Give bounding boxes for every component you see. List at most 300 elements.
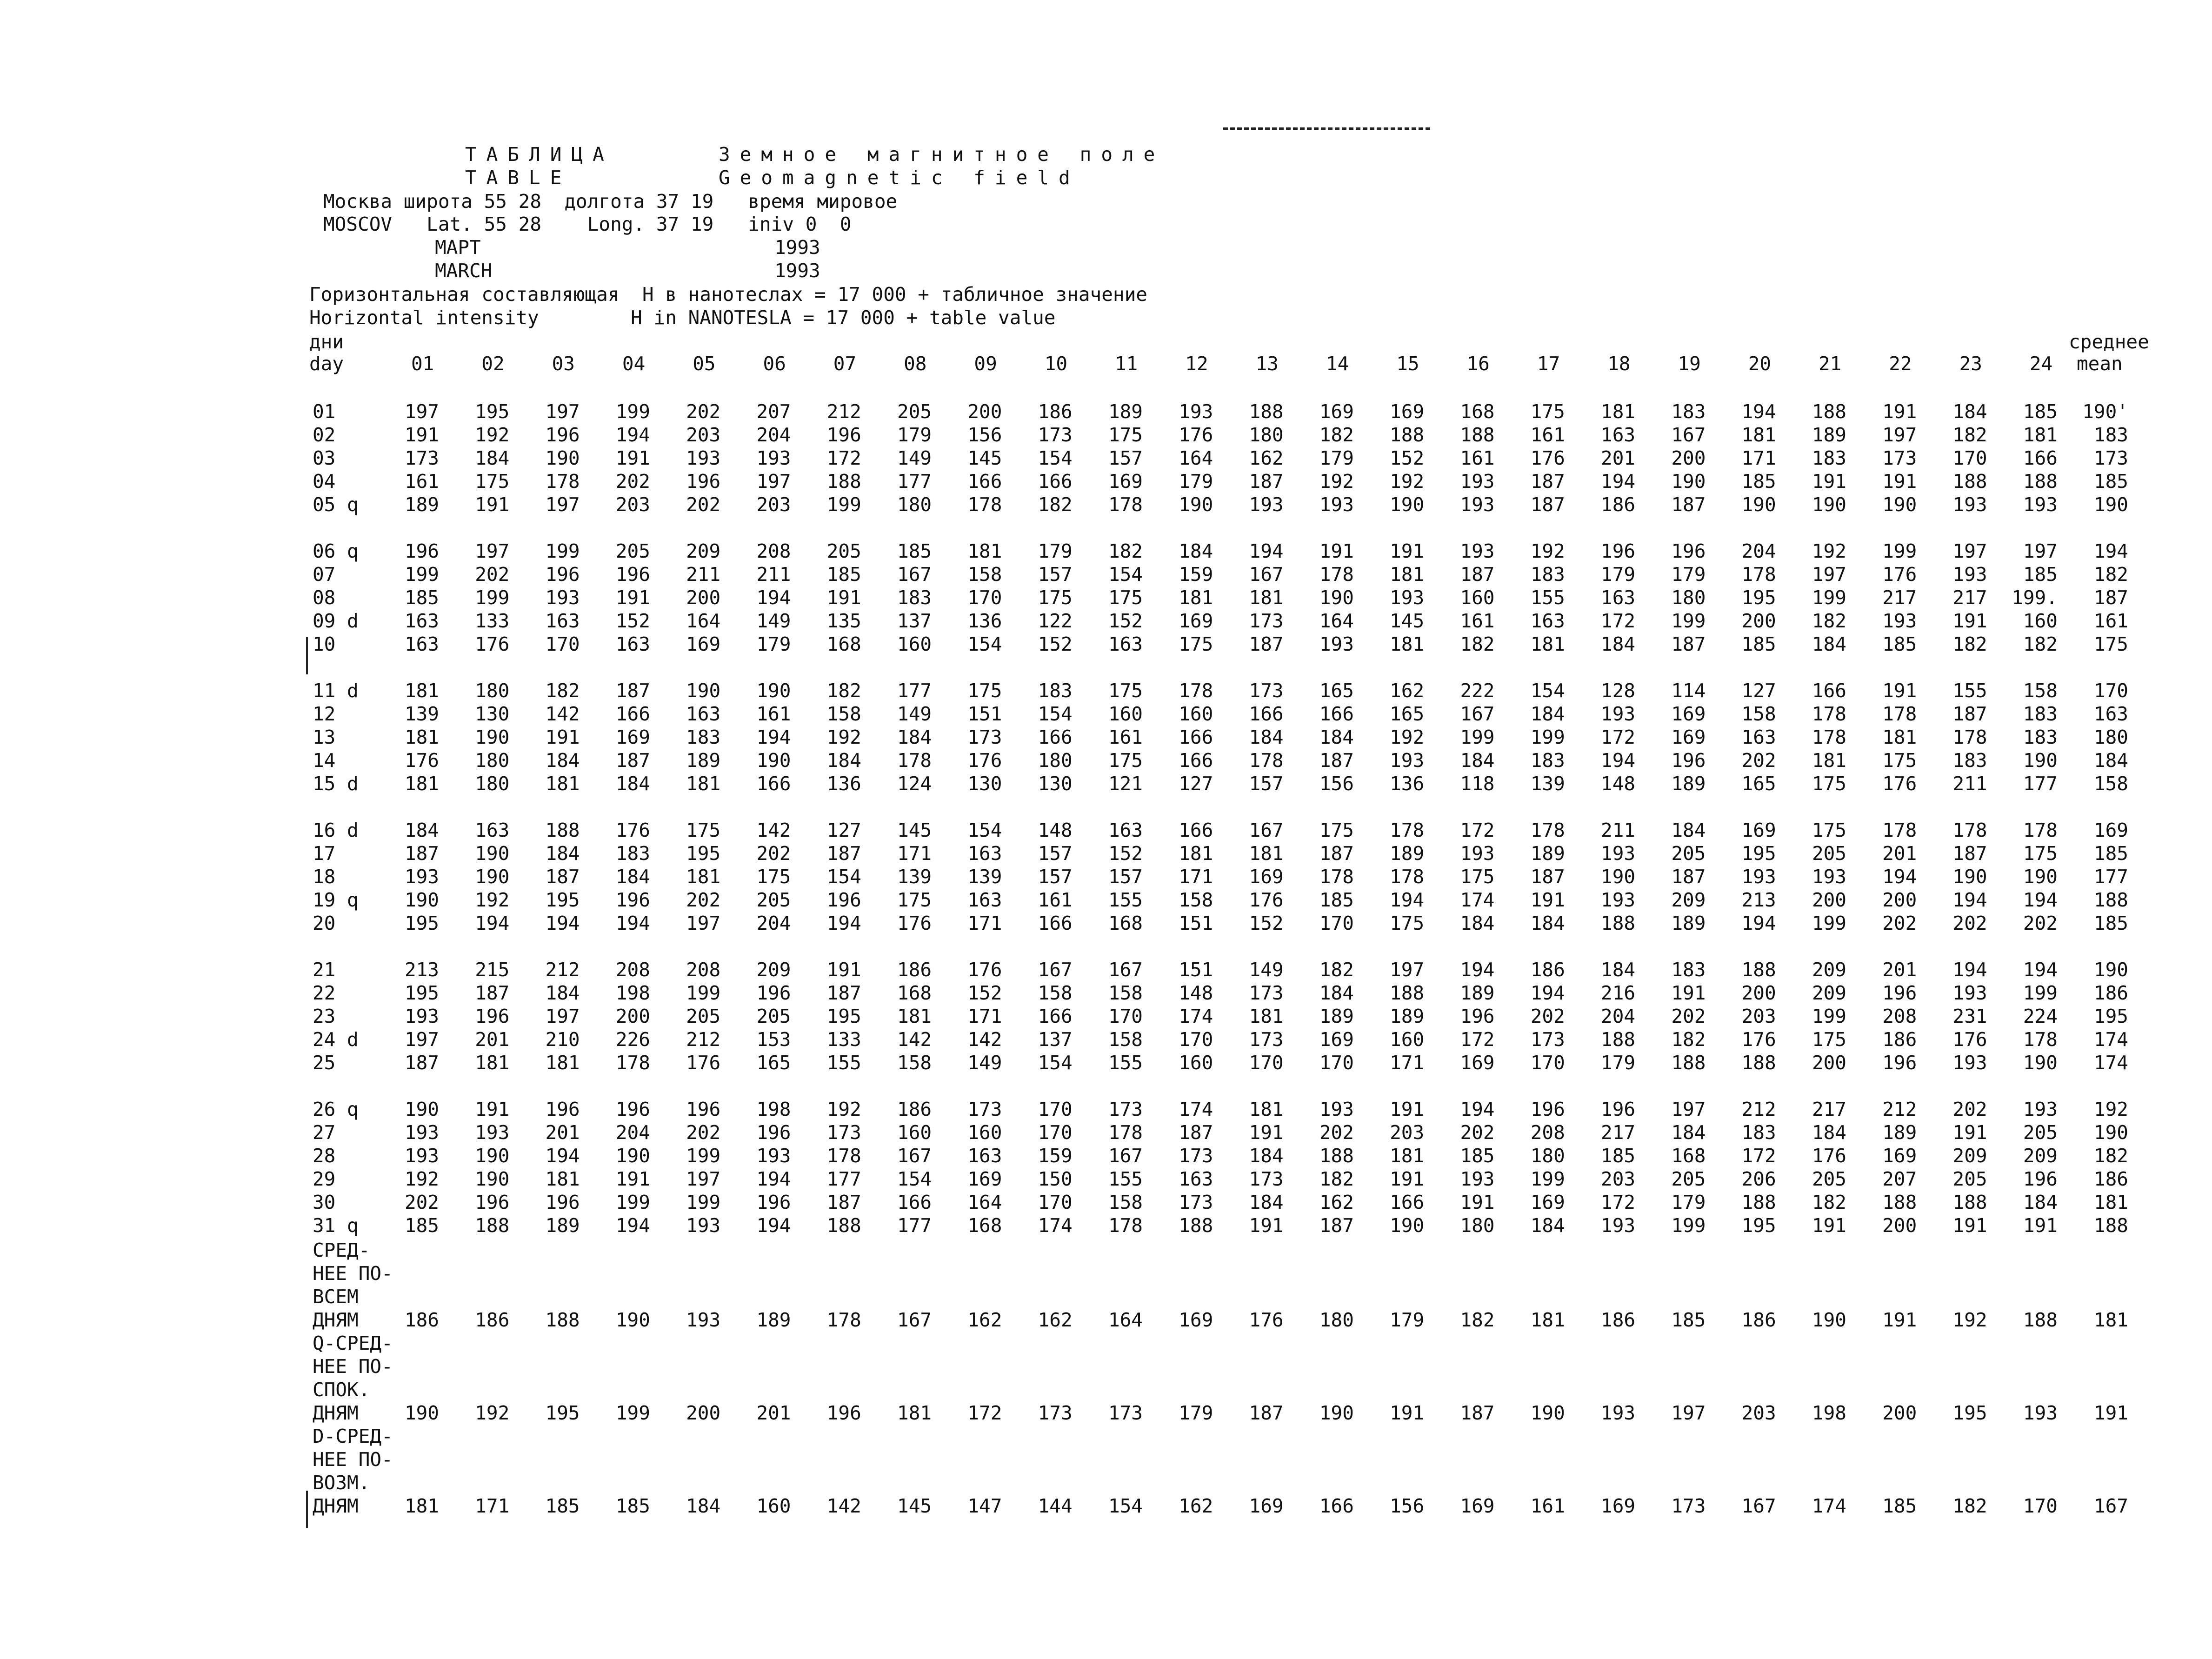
- table-cell: 175: [475, 470, 510, 493]
- table-cell: 166: [2023, 447, 2058, 469]
- table-cell: 178: [1249, 749, 1284, 772]
- table-cell: 187: [1671, 633, 1706, 655]
- table-cell: 165: [1390, 703, 1425, 725]
- table-cell: 194: [615, 424, 650, 446]
- table-cell: 208: [756, 540, 791, 562]
- table-cell: 211: [756, 563, 791, 586]
- table-cell: 199: [1812, 912, 1846, 934]
- daily-mean-cell: 190: [2093, 1121, 2128, 1144]
- summary-cell: 200: [1882, 1402, 1917, 1424]
- table-cell: 194: [1601, 749, 1636, 772]
- table-cell: 193: [1319, 1098, 1354, 1120]
- month-en: MARCH: [435, 260, 493, 282]
- table-cell: 170: [1038, 1191, 1073, 1213]
- table-cell: 195: [1741, 586, 1776, 609]
- table-cell: 196: [1882, 982, 1917, 1004]
- table-cell: 200: [1882, 1214, 1917, 1237]
- table-cell: 192: [1530, 540, 1565, 562]
- table-cell: 193: [2023, 1098, 2058, 1120]
- summary-cell: 156: [1390, 1495, 1425, 1517]
- hour-column-header: 06: [763, 353, 786, 375]
- table-cell: 189: [545, 1214, 580, 1237]
- summary-cell: 187: [1460, 1402, 1495, 1424]
- summary-label-line: СРЕД-: [313, 1239, 370, 1261]
- table-cell: 202: [615, 470, 650, 493]
- table-cell: 197: [404, 400, 439, 423]
- table-cell: 176: [615, 819, 650, 841]
- table-cell: 169: [1530, 1191, 1565, 1213]
- table-cell: 194: [615, 912, 650, 934]
- table-cell: 152: [1108, 610, 1143, 632]
- table-cell: 180: [475, 680, 510, 702]
- daily-mean-cell: 192: [2093, 1098, 2128, 1120]
- table-cell: 170: [1038, 1121, 1073, 1144]
- table-cell: 154: [1038, 447, 1073, 469]
- table-cell: 205: [897, 400, 932, 423]
- table-cell: 175: [1530, 400, 1565, 423]
- table-cell: 177: [897, 1214, 932, 1237]
- table-cell: 191: [475, 493, 510, 516]
- table-cell: 181: [545, 1168, 580, 1190]
- table-cell: 181: [1249, 1098, 1284, 1120]
- table-cell: 172: [1601, 610, 1636, 632]
- table-cell: 149: [897, 703, 932, 725]
- table-cell: 122: [1038, 610, 1073, 632]
- table-cell: 187: [545, 866, 580, 888]
- daily-mean-cell: 161: [2093, 610, 2128, 632]
- day-label: 22: [313, 982, 336, 1004]
- table-cell: 198: [756, 1098, 791, 1120]
- table-cell: 181: [1741, 424, 1776, 446]
- table-cell: 176: [1882, 563, 1917, 586]
- table-cell: 197: [545, 493, 580, 516]
- table-cell: 174: [1179, 1098, 1213, 1120]
- table-cell: 178: [1108, 493, 1143, 516]
- summary-cell: 169: [1179, 1309, 1213, 1331]
- table-cell: 213: [404, 959, 439, 981]
- summary-cell: 173: [1108, 1402, 1143, 1424]
- table-cell: 175: [1812, 1028, 1846, 1051]
- table-cell: 183: [897, 586, 932, 609]
- table-cell: 180: [1530, 1145, 1565, 1167]
- table-cell: 167: [897, 563, 932, 586]
- table-cell: 169: [1882, 1145, 1917, 1167]
- table-cell: 150: [1038, 1168, 1073, 1190]
- table-cell: 184: [1671, 819, 1706, 841]
- table-cell: 191: [1249, 1214, 1284, 1237]
- table-cell: 165: [756, 1052, 791, 1074]
- table-cell: 166: [1179, 749, 1213, 772]
- table-cell: 193: [686, 1214, 721, 1237]
- table-cell: 179: [756, 633, 791, 655]
- table-cell: 184: [615, 866, 650, 888]
- table-cell: 158: [967, 563, 1002, 586]
- table-cell: 188: [1460, 424, 1495, 446]
- table-cell: 182: [1952, 424, 1987, 446]
- table-cell: 183: [1671, 400, 1706, 423]
- summary-label-line: ДНЯМ: [313, 1402, 359, 1424]
- table-cell: 197: [1390, 959, 1425, 981]
- day-column-label-en: day: [309, 353, 344, 375]
- hour-column-header: 21: [1819, 353, 1842, 375]
- table-cell: 118: [1460, 773, 1495, 795]
- table-cell: 192: [1319, 470, 1354, 493]
- table-cell: 196: [756, 982, 791, 1004]
- table-cell: 136: [967, 610, 1002, 632]
- table-cell: 163: [967, 842, 1002, 865]
- table-cell: 191: [826, 586, 861, 609]
- daily-mean-cell: 185: [2093, 842, 2128, 865]
- table-cell: 180: [475, 773, 510, 795]
- table-cell: 171: [1741, 447, 1776, 469]
- table-cell: 178: [1882, 703, 1917, 725]
- table-cell: 159: [1038, 1145, 1073, 1167]
- table-cell: 194: [756, 726, 791, 748]
- table-cell: 173: [967, 1098, 1002, 1120]
- summary-cell: 198: [1812, 1402, 1846, 1424]
- day-label: 08: [313, 586, 336, 609]
- table-cell: 190: [404, 1098, 439, 1120]
- table-cell: 213: [1741, 889, 1776, 911]
- summary-cell: 185: [1671, 1309, 1706, 1331]
- table-cell: 181: [1530, 633, 1565, 655]
- table-cell: 207: [1882, 1168, 1917, 1190]
- table-cell: 197: [475, 540, 510, 562]
- table-cell: 152: [1108, 842, 1143, 865]
- summary-cell: 190: [404, 1402, 439, 1424]
- table-cell: 196: [615, 563, 650, 586]
- table-cell: 154: [967, 819, 1002, 841]
- summary-cell: 179: [1179, 1402, 1213, 1424]
- table-cell: 199: [686, 1145, 721, 1167]
- table-cell: 142: [967, 1028, 1002, 1051]
- table-cell: 193: [1390, 749, 1425, 772]
- table-cell: 212: [1882, 1098, 1917, 1120]
- table-cell: 160: [2023, 610, 2058, 632]
- table-cell: 181: [1601, 400, 1636, 423]
- table-cell: 199: [1460, 726, 1495, 748]
- table-cell: 199: [2023, 982, 2058, 1004]
- table-cell: 191: [1390, 540, 1425, 562]
- table-cell: 180: [475, 749, 510, 772]
- hour-column-header: 13: [1255, 353, 1279, 375]
- table-cell: 168: [1671, 1145, 1706, 1167]
- table-cell: 188: [826, 1214, 861, 1237]
- table-cell: 139: [897, 866, 932, 888]
- table-cell: 162: [1319, 1191, 1354, 1213]
- hour-column-header: 01: [411, 353, 434, 375]
- summary-cell: 164: [1108, 1309, 1143, 1331]
- table-cell: 190: [1671, 470, 1706, 493]
- day-label: 17: [313, 842, 336, 865]
- table-cell: 196: [1460, 1005, 1495, 1027]
- table-cell: 191: [1952, 1121, 1987, 1144]
- day-label: 05 q: [313, 493, 359, 516]
- table-cell: 163: [1179, 1168, 1213, 1190]
- table-cell: 193: [1882, 610, 1917, 632]
- summary-cell: 169: [1249, 1495, 1284, 1517]
- table-cell: 193: [1741, 866, 1776, 888]
- table-cell: 193: [1460, 540, 1495, 562]
- table-cell: 195: [475, 400, 510, 423]
- table-cell: 189: [404, 493, 439, 516]
- table-cell: 185: [1319, 889, 1354, 911]
- day-label: 25: [313, 1052, 336, 1074]
- table-cell: 176: [967, 959, 1002, 981]
- table-cell: 155: [1108, 1052, 1143, 1074]
- table-cell: 193: [545, 586, 580, 609]
- table-cell: 173: [1038, 424, 1073, 446]
- table-cell: 178: [897, 749, 932, 772]
- table-cell: 205: [1671, 842, 1706, 865]
- table-cell: 187: [1460, 563, 1495, 586]
- table-cell: 176: [967, 749, 1002, 772]
- table-cell: 171: [1179, 866, 1213, 888]
- table-cell: 183: [2023, 726, 2058, 748]
- table-cell: 202: [686, 493, 721, 516]
- table-cell: 178: [1812, 726, 1846, 748]
- summary-cell: 192: [475, 1402, 510, 1424]
- table-cell: 183: [2023, 703, 2058, 725]
- table-cell: 190: [1390, 493, 1425, 516]
- table-cell: 196: [475, 1005, 510, 1027]
- table-cell: 196: [826, 889, 861, 911]
- table-cell: 200: [615, 1005, 650, 1027]
- table-cell: 190: [2023, 1052, 2058, 1074]
- table-cell: 170: [967, 586, 1002, 609]
- table-cell: 193: [1460, 1168, 1495, 1190]
- table-cell: 158: [2023, 680, 2058, 702]
- table-cell: 202: [404, 1191, 439, 1213]
- table-cell: 187: [1319, 749, 1354, 772]
- table-cell: 201: [545, 1121, 580, 1144]
- table-cell: 181: [545, 1052, 580, 1074]
- table-cell: 178: [1179, 680, 1213, 702]
- table-cell: 175: [1108, 586, 1143, 609]
- table-cell: 137: [1038, 1028, 1073, 1051]
- table-cell: 204: [756, 424, 791, 446]
- summary-cell: 188: [545, 1309, 580, 1331]
- table-cell: 155: [1530, 586, 1565, 609]
- table-cell: 161: [404, 470, 439, 493]
- table-cell: 202: [1952, 912, 1987, 934]
- table-cell: 196: [545, 563, 580, 586]
- summary-cell: 187: [1249, 1402, 1284, 1424]
- daily-mean-cell: 183: [2093, 424, 2128, 446]
- table-cell: 195: [1741, 842, 1776, 865]
- table-cell: 202: [1530, 1005, 1565, 1027]
- table-cell: 191: [404, 424, 439, 446]
- table-cell: 173: [1882, 447, 1917, 469]
- table-cell: 180: [1671, 586, 1706, 609]
- table-cell: 193: [404, 1145, 439, 1167]
- table-cell: 212: [826, 400, 861, 423]
- table-cell: 209: [2023, 1145, 2058, 1167]
- table-cell: 169: [1741, 819, 1776, 841]
- table-cell: 161: [756, 703, 791, 725]
- table-cell: 184: [1601, 633, 1636, 655]
- table-cell: 124: [897, 773, 932, 795]
- table-cell: 202: [1952, 1098, 1987, 1120]
- table-cell: 202: [1460, 1121, 1495, 1144]
- summary-cell: 173: [1038, 1402, 1073, 1424]
- table-cell: 199: [1671, 610, 1706, 632]
- table-cell: 161: [1460, 610, 1495, 632]
- table-cell: 145: [1390, 610, 1425, 632]
- summary-cell: 195: [545, 1402, 580, 1424]
- table-cell: 178: [1741, 563, 1776, 586]
- day-label: 28: [313, 1145, 336, 1167]
- table-cell: 191: [1952, 1214, 1987, 1237]
- day-label: 12: [313, 703, 336, 725]
- location-line-en: MOSCOV Lat. 55 28 Long. 37 19 iniv 0 0: [323, 213, 852, 235]
- table-cell: 191: [1882, 680, 1917, 702]
- table-cell: 137: [897, 610, 932, 632]
- daily-mean-cell: 181: [2093, 1191, 2128, 1213]
- title-en-label: TABLE: [465, 167, 572, 189]
- hour-column-header: 19: [1678, 353, 1701, 375]
- table-cell: 175: [1812, 773, 1846, 795]
- table-cell: 160: [1390, 1028, 1425, 1051]
- summary-cell: 185: [545, 1495, 580, 1517]
- daily-mean-cell: 177: [2093, 866, 2128, 888]
- table-cell: 190: [475, 1145, 510, 1167]
- table-cell: 197: [545, 400, 580, 423]
- table-cell: 184: [1460, 912, 1495, 934]
- table-cell: 184: [1601, 959, 1636, 981]
- table-cell: 205: [1671, 1168, 1706, 1190]
- table-cell: 163: [404, 633, 439, 655]
- table-cell: 192: [475, 889, 510, 911]
- summary-mean-cell: 191: [2093, 1402, 2128, 1424]
- table-cell: 202: [686, 1121, 721, 1144]
- table-cell: 191: [1812, 1214, 1846, 1237]
- table-cell: 176: [1952, 1028, 1987, 1051]
- table-cell: 178: [1319, 563, 1354, 586]
- table-cell: 194: [1601, 470, 1636, 493]
- table-cell: 184: [1319, 982, 1354, 1004]
- table-cell: 196: [756, 1191, 791, 1213]
- table-cell: 178: [1952, 819, 1987, 841]
- table-cell: 149: [756, 610, 791, 632]
- table-cell: 182: [1108, 540, 1143, 562]
- table-cell: 189: [1812, 424, 1846, 446]
- table-cell: 199: [686, 1191, 721, 1213]
- table-cell: 170: [1530, 1052, 1565, 1074]
- table-cell: 188: [475, 1214, 510, 1237]
- table-cell: 194: [1390, 889, 1425, 911]
- table-cell: 184: [1460, 749, 1495, 772]
- table-cell: 158: [826, 703, 861, 725]
- summary-cell: 190: [615, 1309, 650, 1331]
- table-cell: 169: [967, 1168, 1002, 1190]
- table-cell: 194: [1952, 889, 1987, 911]
- table-cell: 166: [967, 470, 1002, 493]
- table-cell: 196: [686, 1098, 721, 1120]
- table-cell: 178: [2023, 819, 2058, 841]
- table-cell: 193: [1179, 400, 1213, 423]
- table-cell: 191: [1390, 1168, 1425, 1190]
- table-cell: 183: [1530, 749, 1565, 772]
- summary-cell: 188: [2023, 1309, 2058, 1331]
- table-cell: 193: [756, 1145, 791, 1167]
- table-cell: 196: [615, 889, 650, 911]
- table-cell: 169: [1390, 400, 1425, 423]
- day-label: 06 q: [313, 540, 359, 562]
- table-cell: 181: [1812, 749, 1846, 772]
- day-label: 07: [313, 563, 336, 586]
- summary-cell: 144: [1038, 1495, 1073, 1517]
- table-cell: 173: [1249, 680, 1284, 702]
- table-cell: 188: [1952, 1191, 1987, 1213]
- table-cell: 184: [1530, 703, 1565, 725]
- daily-mean-cell: 186: [2093, 1168, 2128, 1190]
- table-cell: 181: [1179, 842, 1213, 865]
- table-cell: 168: [967, 1214, 1002, 1237]
- table-cell: 166: [1812, 680, 1846, 702]
- summary-cell: 178: [826, 1309, 861, 1331]
- summary-cell: 182: [1952, 1495, 1987, 1517]
- table-cell: 188: [1249, 400, 1284, 423]
- table-cell: 205: [756, 1005, 791, 1027]
- table-cell: 194: [1460, 1098, 1495, 1120]
- table-cell: 164: [686, 610, 721, 632]
- table-cell: 189: [1390, 842, 1425, 865]
- day-label: 09 d: [313, 610, 359, 632]
- table-cell: 173: [1249, 1028, 1284, 1051]
- hour-column-header: 10: [1044, 353, 1068, 375]
- table-cell: 173: [404, 447, 439, 469]
- hour-column-header: 04: [622, 353, 646, 375]
- table-cell: 187: [615, 680, 650, 702]
- table-cell: 191: [1812, 470, 1846, 493]
- table-cell: 208: [686, 959, 721, 981]
- table-cell: 190: [1741, 493, 1776, 516]
- table-cell: 166: [1179, 819, 1213, 841]
- table-cell: 154: [1038, 703, 1073, 725]
- table-cell: 201: [1601, 447, 1636, 469]
- table-cell: 194: [545, 1145, 580, 1167]
- table-cell: 195: [404, 912, 439, 934]
- table-cell: 205: [1812, 842, 1846, 865]
- day-label: 29: [313, 1168, 336, 1190]
- table-cell: 206: [1741, 1168, 1776, 1190]
- table-cell: 170: [1952, 447, 1987, 469]
- table-cell: 199: [686, 982, 721, 1004]
- table-cell: 186: [1038, 400, 1073, 423]
- summary-label-line: ДНЯМ: [313, 1309, 359, 1331]
- table-cell: 169: [1671, 703, 1706, 725]
- table-cell: 168: [1108, 912, 1143, 934]
- table-cell: 170: [1319, 912, 1354, 934]
- table-cell: 162: [1390, 680, 1425, 702]
- table-cell: 175: [1179, 633, 1213, 655]
- table-cell: 190: [475, 726, 510, 748]
- table-cell: 187: [1249, 470, 1284, 493]
- table-cell: 183: [1671, 959, 1706, 981]
- table-cell: 152: [1249, 912, 1284, 934]
- table-cell: 181: [1179, 586, 1213, 609]
- table-cell: 175: [1038, 586, 1073, 609]
- table-cell: 202: [475, 563, 510, 586]
- table-cell: 181: [475, 1052, 510, 1074]
- table-cell: 163: [404, 610, 439, 632]
- table-cell: 187: [826, 982, 861, 1004]
- table-cell: 160: [1108, 703, 1143, 725]
- table-cell: 173: [1530, 1028, 1565, 1051]
- table-cell: 194: [545, 912, 580, 934]
- table-cell: 194: [1741, 400, 1776, 423]
